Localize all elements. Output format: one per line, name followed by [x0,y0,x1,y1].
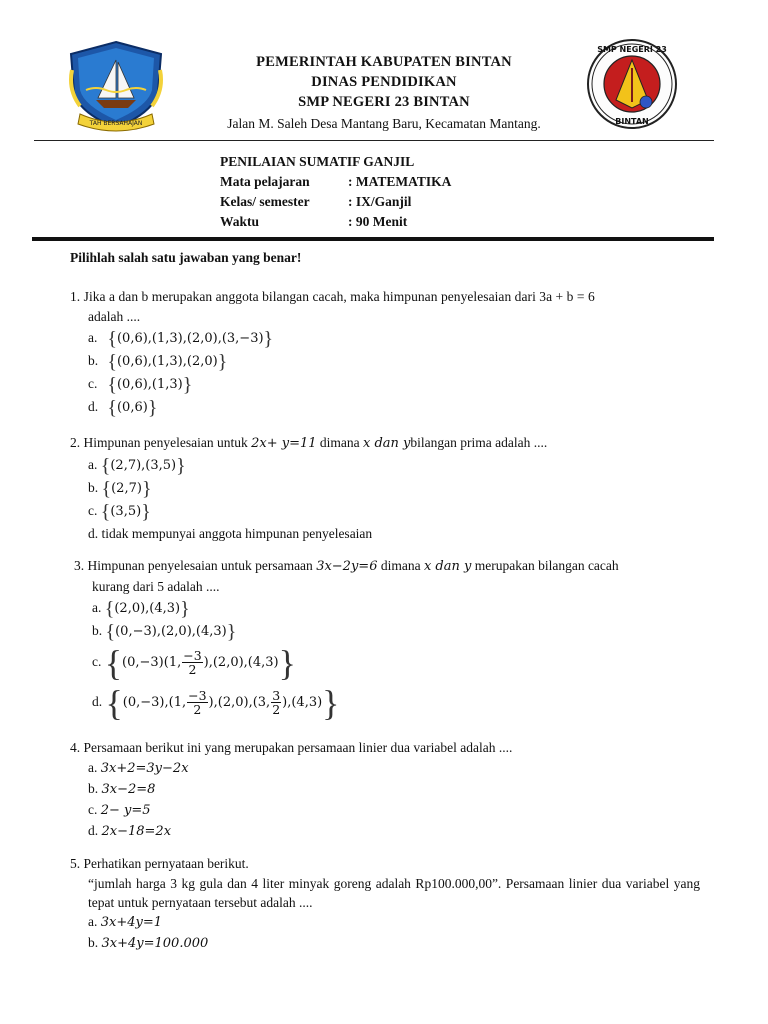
question-text-part: dimana [380,558,421,573]
option-value: (0,6),(1,3),(2,0) [116,354,218,369]
question-5 [70,854,700,954]
question-3 [74,556,700,723]
exam-info-value: : 90 Menit [348,214,408,229]
option-value: (3,5) [110,504,142,519]
option-c[interactable]: c. {(3,5)} [88,501,151,523]
option-letter: b. [88,353,99,368]
option-c[interactable]: c. {(0,6),(1,3)} [88,374,193,396]
school-address: Jalan M. Saleh Desa Mantang Baru, Kecamatan Mantang. [227,116,541,131]
government-name: PEMERINTAH KABUPATEN BINTAN [256,54,512,70]
option-letter: c. [92,654,102,669]
question-4 [70,738,700,842]
option-letter: b. [88,781,99,796]
exam-info-label: Waktu [220,214,260,229]
option-d[interactable] [70,821,700,842]
option-letter: d. [88,526,99,541]
question-text [74,556,700,577]
option-d[interactable]: d. {(0,−3),(1, $\frac{-3}{2}$ ),(2,0),(3, $\frac{3}{2}$ ),(4,3)} [92,683,340,723]
option-letter: b. [88,935,99,950]
question-2 [70,433,700,545]
question-equation: 3x−2y=6 [316,559,378,574]
exam-title: PENILAIAN SUMATIF GANJIL [220,154,415,169]
option-letter: d. [88,399,99,414]
question-text-part: dimana [319,435,360,450]
section-divider [32,237,714,241]
question-text: 1. Jika a dan b merupakan anggota bilangan cacah, maka himpunan penyelesaian dari 3a + b = 6 [70,289,595,304]
fraction-numerator: 3 [272,688,281,704]
fraction-denominator: 2 [272,702,281,718]
header-divider [34,140,714,141]
option-letter: c. [88,802,98,817]
option-letter: a. [88,457,98,472]
fraction [271,689,281,716]
option-value: 3x+2=3y−2x [100,761,189,776]
option-b[interactable]: b. {(2,7)} [88,478,152,500]
option-value: (0,6) [116,400,148,415]
option-value: 3x+4y=1 [100,915,163,930]
option-value: 2x−18=2x [101,824,172,839]
exam-info-value: : IX/Ganjil [348,194,412,209]
option-value: (2,7) [111,481,142,496]
question-1 [70,287,700,419]
exam-info-row-time [220,212,451,232]
question-text: adalah .... [88,309,141,324]
question-text: 5. Perhatikan pernyataan berikut. [70,856,249,871]
option-value: (0,6),(1,3),(2,0),(3,−3) [116,331,264,346]
option-a[interactable]: a. {(2,0),(4,3)} [92,598,190,620]
option-b[interactable]: b. {(0,−3),(2,0),(4,3)} [92,621,237,643]
exam-info [220,152,451,232]
option-value-part: (0,−3)(1, [122,655,182,670]
option-letter: b. [88,480,99,495]
exam-info-row-class [220,192,451,212]
question-quote: “jumlah harga 3 kg gula dan 4 liter minyak goreng adalah Rp100.000,00”. Persamaan linier dua variabel yang tepat untuk pernyataan tersebut adalah .... [88,876,700,910]
exam-info-value: : MATEMATIKA [348,174,452,189]
option-value-part: (0,−3),(1, [122,695,187,710]
department-name: DINAS PENDIDIKAN [311,74,457,90]
fraction-denominator: 2 [188,662,197,678]
option-letter: a. [88,330,98,345]
option-letter: a. [88,914,98,929]
option-b[interactable] [70,933,700,954]
option-a[interactable]: a. {(0,6),(1,3),(2,0),(3,−3)} [88,328,274,350]
emblem-top-text: SMP NEGERI 23 [597,45,667,54]
option-value: (0,6),(1,3) [116,377,183,392]
emblem-bottom-text: BINTAN [615,117,649,126]
question-text-part: 2. Himpunan penyelesaian untuk [70,435,248,450]
question-text-part: 3. Himpunan penyelesaian untuk persamaan [74,558,313,573]
option-letter: a. [92,600,102,615]
exam-info-row-subject [220,172,451,192]
option-b[interactable] [70,779,700,800]
bintan-regency-crest-icon [66,40,166,132]
option-value: (2,0),(4,3) [114,601,181,616]
option-value: (0,−3),(2,0),(4,3) [115,624,227,639]
question-variables: x dan y [423,559,472,574]
question-text: kurang dari 5 adalah .... [92,579,220,594]
option-d[interactable] [70,523,700,545]
option-c[interactable]: c. {(0,−3)(1, $\frac{-3}{2}$ ),(2,0),(4,3)} [92,643,296,683]
option-d[interactable]: d. {(0,6)} [88,397,158,419]
option-value-part: ),(2,0),(3, [208,695,271,710]
question-variables: x dan y [363,436,411,451]
school-emblem-icon [582,38,682,130]
option-value: tidak mempunyai anggota himpunan penyelesaian [101,526,373,541]
option-value: 2− y=5 [100,803,151,818]
option-letter: a. [88,760,98,775]
instruction: Pilihlah salah satu jawaban yang benar! [70,250,302,265]
fraction-denominator: 2 [193,702,202,718]
fraction-numerator: −3 [183,648,202,664]
option-value-part: ),(2,0),(4,3) [203,655,279,670]
option-letter: c. [88,376,98,391]
option-b[interactable]: b. {(0,6),(1,3),(2,0)} [88,351,228,373]
option-letter: d. [88,823,99,838]
option-c[interactable] [70,800,700,821]
option-letter: c. [88,503,98,518]
question-text: 4. Persamaan berikut ini yang merupakan persamaan linier dua variabel adalah .... [70,740,513,755]
exam-info-label: Mata pelajaran [220,174,310,189]
question-equation: 2x+ y=11 [251,436,317,451]
fraction-numerator: −3 [188,688,207,704]
option-value-part: ),(4,3) [282,695,323,710]
letterhead [190,52,578,134]
question-text [70,433,700,454]
question-text-part: merupakan bilangan cacah [474,558,619,573]
option-letter: d. [92,694,103,709]
school-name: SMP NEGERI 23 BINTAN [298,94,470,110]
exam-info-label: Kelas/ semester [220,194,310,209]
option-value: (2,7),(3,5) [110,458,177,473]
fraction [187,689,207,716]
option-letter: b. [92,623,103,638]
fraction [182,649,202,676]
option-value: 3x+4y=100.000 [101,936,209,951]
option-a[interactable]: a. {(2,7),(3,5)} [88,455,186,477]
option-value: 3x−2=8 [101,782,156,797]
crest-ribbon-text: TAH BERSAHAJAN [89,120,143,127]
question-text-part: bilangan prima adalah .... [410,435,548,450]
option-a[interactable] [70,912,700,933]
option-a[interactable] [70,758,700,779]
